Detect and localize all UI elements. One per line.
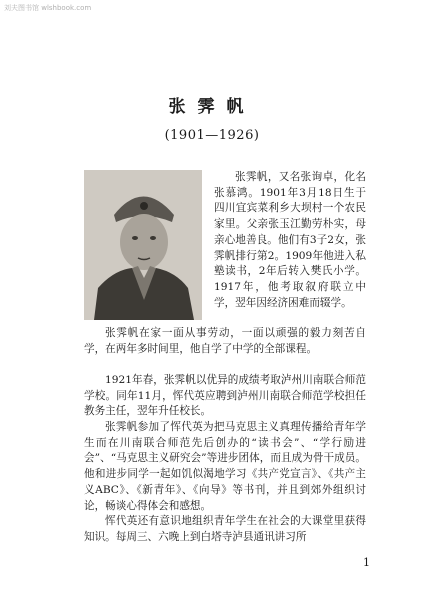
paragraph-4: 张霁帆参加了恽代英为把马克思主义真理传播给青年学生而在川南联合师范先后创办的“读书会”、“学行励进会”、“马克思主义研究会”等进步团体，而且成为骨干成员。他和进步同学一起如饥似渴地学习《共产党宣言》、《共产主义ABC》、《新青年》、《向导》等书刊，并且到郊外组织讨论，畅谈心得体会和感想。 bbox=[84, 421, 366, 512]
page-title: 张霁帆 bbox=[168, 97, 256, 117]
paragraph-3: 1921年春，张霁帆以优异的成绩考取泸州川南联合师范学校。同年11月，恽代英应聘到泸州川南联合师范学校担任教务主任，翌年升任校长。 bbox=[84, 374, 366, 418]
portrait-photo bbox=[84, 170, 202, 320]
paragraph-1: 张霁帆，又名张询卓，化名张慕鸿。1901年3月18日生于四川宜宾菜利乡大坝村一个农民家里。父亲张玉江勤劳朴实，母亲心地善良。他们有3子2女，张霁帆排行第2。1909年他进入私塾读书，2年后转入樊氏小学。1917年，他考取叙府联立中学，翌年因经济困难而辍学。 bbox=[214, 171, 366, 309]
paragraph-5: 恽代英还有意识地组织青年学生在社会的大课堂里获得知识。每周三、六晚上到白塔寺泸县通讯讲习所 bbox=[84, 515, 366, 543]
life-years: (1901—1926) bbox=[164, 128, 260, 143]
paragraph-2: 张霁帆在家一面从事劳动，一面以顽强的毅力刻苦自学，在两年多时间里，他自学了中学的全部课程。 bbox=[84, 327, 366, 355]
watermark: 刘夫图书馆 wlshbook.com bbox=[4, 4, 92, 12]
page-number: 1 bbox=[363, 556, 370, 569]
